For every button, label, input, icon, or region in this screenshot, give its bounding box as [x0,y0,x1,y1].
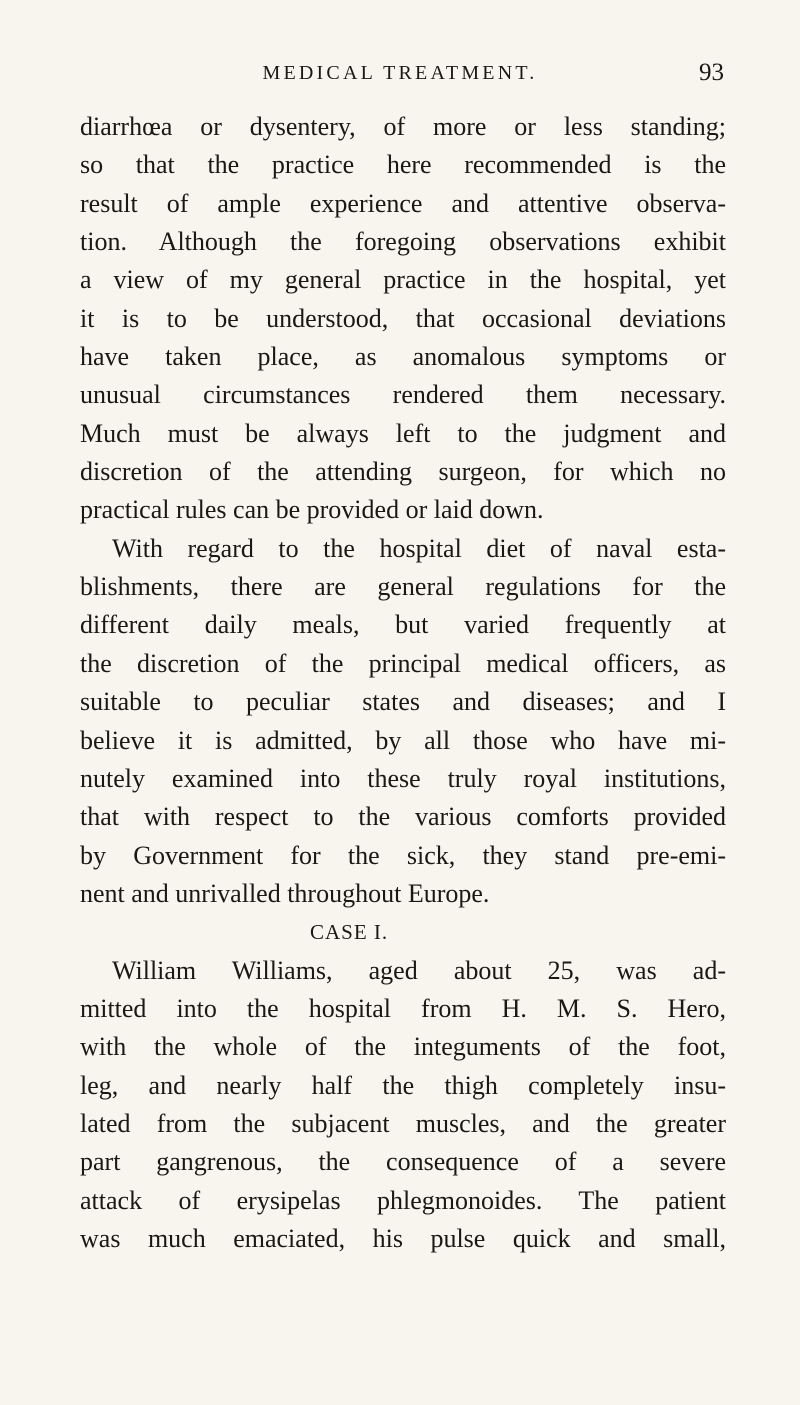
text-line: tion. Although the foregoing observations exhibit [80,227,726,257]
text-line: leg, and nearly half the thigh completely insu- [80,1070,726,1100]
text-line: part gangrenous, the consequence of a severe [80,1147,726,1177]
text-line: attack of erysipelas phlegmonoides. The patient [80,1185,726,1215]
page-number: 93 [699,59,724,86]
body-text [80,108,726,1258]
text-line: different daily meals, but varied frequently at [80,610,726,640]
text-line: diarrhœa or dysentery, of more or less standing; [80,112,726,141]
running-head: MEDICAL TREATMENT. [262,62,538,84]
text-line: practical rules can be provided or laid down. [80,495,544,525]
text-line: a view of my general practice in the hospital, yet [80,265,726,295]
case-heading: CASE I. [310,920,389,945]
text-line: blishments, there are general regulations for the [80,572,726,602]
text-line: have taken place, as anomalous symptoms or [80,342,726,372]
text-line: by Government for the sick, they stand pre-emi- [80,840,726,870]
text-line: With regard to the hospital diet of naval esta- [112,533,726,563]
text-line: unusual circumstances rendered them necessary. [80,380,726,410]
text-line: result of ample experience and attentive observa- [80,188,726,218]
page-header [0,58,800,88]
text-line: mitted into the hospital from H. M. S. Hero, [80,993,726,1023]
text-line: it is to be understood, that occasional deviations [80,303,726,333]
text-line: suitable to peculiar states and diseases; and I [80,687,726,717]
text-line: lated from the subjacent muscles, and the greater [80,1108,726,1138]
text-line: so that the practice here recommended is the [80,150,726,180]
text-line: nent and unrivalled throughout Europe. [80,878,490,908]
text-line: nutely examined into these truly royal institutions, [80,763,726,793]
text-line: the discretion of the principal medical officers, as [80,648,726,678]
text-line: believe it is admitted, by all those who have mi- [80,725,726,755]
text-line: was much emaciated, his pulse quick and small, [80,1223,726,1253]
text-line: William Williams, aged about 25, was ad- [112,955,726,985]
text-line: that with respect to the various comforts provided [80,802,726,832]
text-line: Much must be always left to the judgment and [80,418,726,448]
text-line: discretion of the attending surgeon, for which no [80,457,726,487]
text-line: with the whole of the integuments of the foot, [80,1032,726,1062]
